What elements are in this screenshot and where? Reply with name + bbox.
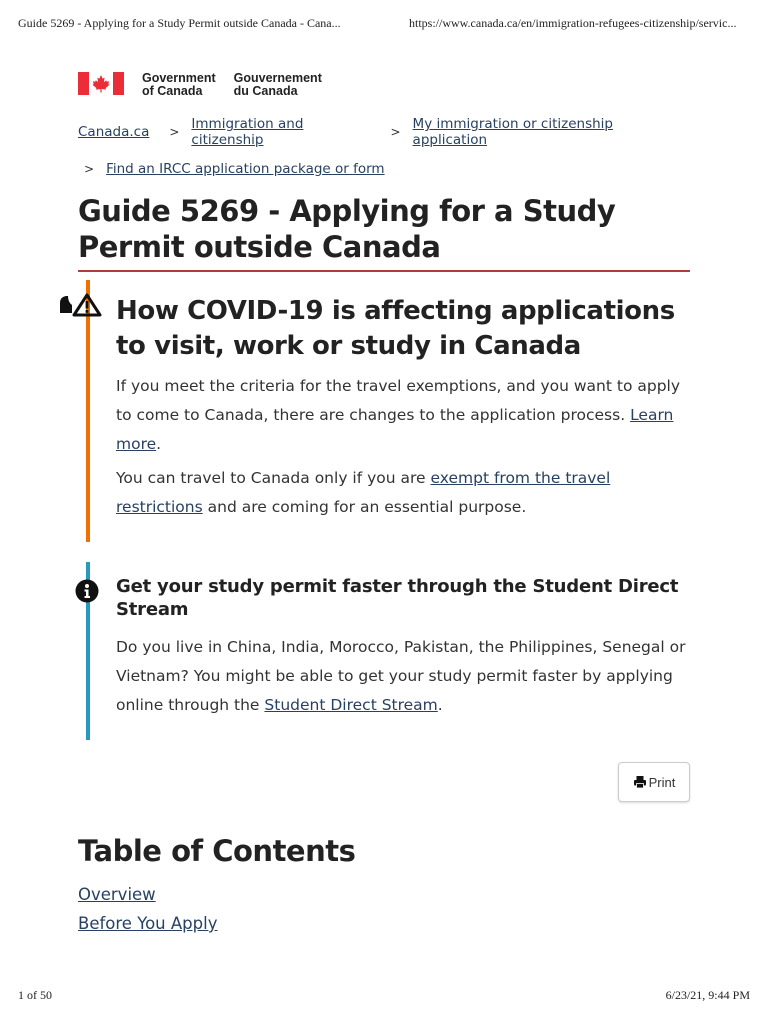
- print-date: 6/23/21, 9:44 PM: [665, 988, 750, 1002]
- breadcrumb-link-canada[interactable]: Canada.ca: [78, 124, 150, 140]
- print-header: [18, 16, 750, 32]
- toc-list: [78, 880, 217, 938]
- toc-title: Table of Contents: [78, 834, 356, 868]
- toc-link-before-you-apply[interactable]: Before You Apply: [78, 914, 218, 933]
- warning-paragraph-2: [116, 464, 696, 522]
- warning-icon: [58, 292, 102, 318]
- warning-bar: [86, 280, 90, 542]
- warning-p2-start: You can travel to Canada only if you are: [116, 469, 426, 487]
- warning-heading: How COVID-19 is affecting applications to visit, work or study in Canada: [116, 296, 675, 361]
- breadcrumb-separator: >: [169, 125, 180, 139]
- info-icon: [75, 579, 99, 603]
- breadcrumb-link-my-application[interactable]: My immigration or citizenship application: [412, 116, 613, 148]
- covid-warning-alert: [86, 280, 696, 542]
- breadcrumb-link-find-form[interactable]: Find an IRCC application package or form: [106, 161, 385, 177]
- print-header-url: https://www.canada.ca/en/immigration-refugees-citizenship/servic...: [409, 16, 737, 30]
- print-footer: [18, 988, 750, 1004]
- government-signature[interactable]: [78, 72, 322, 98]
- warning-p1-text: If you meet the criteria for the travel exemptions, and you want to apply to come to Canada, there are changes to the application process.: [116, 377, 681, 424]
- learn-more-link[interactable]: Learn more: [116, 406, 674, 453]
- warning-p2-end: and are coming for an essential purpose.: [207, 498, 527, 516]
- travel-restrictions-link[interactable]: exempt from the travel restrictions: [116, 469, 611, 516]
- student-direct-stream-link[interactable]: Student Direct Stream: [264, 696, 438, 714]
- signature-en-line2: of Canada: [142, 84, 203, 98]
- warning-paragraph-1: [116, 372, 696, 459]
- signature-fr-line2: du Canada: [233, 84, 298, 98]
- breadcrumb-row: [78, 159, 698, 179]
- title-divider: [78, 270, 690, 272]
- printer-icon: [633, 775, 647, 789]
- print-button[interactable]: [618, 762, 690, 802]
- warning-p1-end: .: [156, 435, 162, 453]
- info-p1-text: Do you live in China, India, Morocco, Pakistan, the Philippines, Senegal or Vietnam? You might be able to get your study permit faster by applying online through the: [116, 638, 686, 714]
- info-paragraph: [116, 633, 696, 720]
- info-heading: Get your study permit faster through the Student Direct Stream: [116, 576, 679, 620]
- signature-fr-line1: Gouvernement: [233, 71, 322, 85]
- student-direct-stream-alert: [86, 562, 696, 740]
- breadcrumb-link-immigration[interactable]: Immigration and citizenship: [191, 116, 304, 148]
- page-counter: 1 of 50: [18, 988, 52, 1002]
- signature-french: [234, 72, 322, 98]
- breadcrumb-row: [78, 116, 698, 148]
- toc-link-overview[interactable]: Overview: [78, 885, 156, 904]
- info-p1-end: .: [437, 696, 443, 714]
- page-title: Guide 5269 - Applying for a Study Permit outside Canada: [78, 194, 616, 264]
- signature-en-line1: Government: [142, 71, 216, 85]
- canada-flag-icon: [78, 72, 124, 95]
- breadcrumb: [78, 116, 698, 179]
- breadcrumb-separator: >: [84, 162, 95, 176]
- signature-english: [142, 72, 216, 98]
- print-header-title: Guide 5269 - Applying for a Study Permit outside Canada - Cana...: [18, 16, 341, 30]
- breadcrumb-separator: >: [390, 125, 401, 139]
- print-button-label: Print: [648, 774, 676, 790]
